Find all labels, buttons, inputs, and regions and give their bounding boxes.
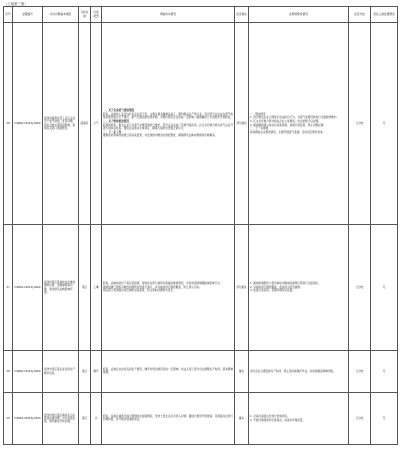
column-header: 序号 (4, 7, 13, 23)
row-type: 大气 (91, 23, 102, 225)
table-row (4, 351, 398, 393)
row-seq: 26 (4, 23, 13, 225)
finding-paragraph: 二、关于整改推进情况 (103, 119, 129, 123)
column-header: 责任人被处理情况 (371, 7, 398, 23)
row-id: D1BS4-2021SJ-0000 (13, 225, 43, 351)
finding-paragraph: 经查，反映的工业区内共有企业若干家，主要从事金属制品加工、塑料制品生产等行业。其中部分企业存在废气收集处理设施运行不规范、废气无组织排放等问题，对周边居民生活造成一定影响。属地镇街已多次组织开展检查。 (103, 112, 233, 119)
table-header-row (4, 7, 398, 23)
action-item: 一、整改情况 (250, 112, 266, 116)
action-item: 二、下一步措施 (250, 127, 269, 131)
row-id: D1BS4-2021SJ-0000 (13, 23, 43, 225)
row-findings (102, 23, 235, 225)
row-verdict: 属实 (235, 351, 249, 393)
row-verdict: 部分属实 (235, 225, 249, 351)
row-area: 某区 (79, 351, 91, 393)
action-item: 责令企业合理安排生产时间，禁止夜间高噪声作业，并加装隔音降噪设施。 (250, 369, 336, 373)
case-table (3, 6, 398, 445)
row-actions (249, 393, 349, 445)
row-summary: 温州市某区某地块存在堆放建筑垃圾、违规填埋等问题，周边居民反映影响环境。 (43, 225, 79, 351)
row-seq: 27 (4, 225, 13, 351)
row-summary: 温州市瓯海区某工业区企业生产废气排放，扰民问题，居民反映长期受到影响，希望有关部门彻查整治。 (43, 23, 79, 225)
finding-paragraph: 属地街道已组织对堆放的建筑垃圾进行清运，并对地块进行围挡覆盖，防止扬尘污染。 (103, 285, 202, 289)
row-actions (249, 23, 349, 225)
action-item: 1. 对雨污混接点位进行封堵改造。 (250, 414, 290, 418)
page-header: （上接第三版） (4, 2, 28, 6)
column-header: 行政区域 (79, 7, 91, 23)
column-header: 污染类型 (91, 7, 102, 23)
action-item: 2. 区生态环境分局对相关企业立案调查，依法依规予以处理。 (250, 119, 321, 123)
table-row (4, 225, 398, 351)
row-id: D1BS4-2021SJ-0000 (13, 393, 43, 445)
finding-paragraph: 属地政府将持续加强日常巡查监管，对发现的问题及时督促整改，确保群众反映问题得到有效解决。 (103, 134, 218, 138)
row-area: 某区 (79, 225, 91, 351)
row-findings (102, 225, 235, 351)
row-area: 某区 (79, 393, 91, 445)
finding-paragraph: 三、下一步工作 (103, 130, 122, 134)
action-item: 2. 对地块进行围挡覆盖，落实扬尘防治措施。 (250, 285, 303, 289)
finding-paragraph: 经查，反映企业存在夜间生产情况，噪声对周边居民造成一定影响。执法人员已责令企业调整生产时间，落实降噪措施。 (103, 368, 233, 375)
row-seq: 29 (4, 393, 13, 445)
row-findings (102, 351, 235, 393)
action-item: 2. 开展河道清淤和日常保洁，改善水环境质量。 (250, 418, 306, 422)
row-area: 瓯海区 (79, 23, 91, 225)
row-verdict: 部分属实 (235, 23, 249, 225)
column-header: 受理编号 (13, 7, 43, 23)
row-done: 已办结 (349, 393, 371, 445)
table-row (4, 393, 398, 445)
row-type: 噪声 (91, 351, 102, 393)
row-accountability: 无 (371, 23, 398, 225)
column-header: 交办问题基本情况 (43, 7, 79, 23)
column-header: 处理和整改情况 (249, 7, 349, 23)
action-item: 3. 加强日常巡查，发现问题及时处置。 (250, 289, 295, 293)
row-verdict: 属实 (235, 393, 249, 445)
column-header: 是否属实 (235, 7, 249, 23)
row-summary: 温州市某区某企业夜间生产噪声扰民。 (43, 351, 79, 393)
row-done: 已办结 (349, 225, 371, 351)
row-summary: 温州市某区某区域存在污水直排河道问题，河水发黑发臭，群众要求尽快治理。 (43, 393, 79, 445)
row-accountability: 无 (371, 351, 398, 393)
action-item: 3. 属地镇街建立常态化巡查机制，加强日常监管，防止问题反弹。 (250, 123, 326, 127)
row-done: 已办结 (349, 23, 371, 225)
finding-paragraph: 经查，反映区域部分雨污管网存在混接情况，导致少量生活污水进入河道。属地已组织开展排查，对混接点位进行封堵改造，并开展河道清淤保洁。 (103, 415, 233, 422)
finding-paragraph: 相关部门将加强对该区域的巡查监管，防止类似问题再次发生。 (103, 289, 176, 293)
row-seq: 28 (4, 351, 13, 393)
action-item: 1. 属地街道组织力量对地块内堆放的建筑垃圾进行全面清运。 (250, 282, 321, 286)
row-done: 已办结 (349, 351, 371, 393)
finding-paragraph: 经现场核查，相关企业已对废气处理设施进行维护，部分企业完成了设施升级改造。区生态环境分局对涉气企业开展专项执法检查，督促企业落实主体责任，确保污染防治设施正常运行。 (103, 123, 233, 130)
column-header: 调查核实情况 (102, 7, 235, 23)
row-accountability: 无 (371, 225, 398, 351)
row-findings (102, 393, 235, 445)
action-item: 持续跟踪企业整改情况，定期开展废气监测，及时回应群众诉求。 (250, 130, 326, 134)
finding-paragraph: 经查，反映地块位于某区某街道，现场存在部分建筑垃圾临时堆放情况，未发现违规填埋固体废物行为。 (103, 281, 223, 285)
row-id: D1BS4-2021SJ-0000 (13, 351, 43, 393)
action-item: 1. 责令相关企业立即停止违法排污行为，对废气处理设施进行全面检修维护。 (250, 116, 339, 120)
finding-paragraph: 一、关于企业废气排放情况 (103, 108, 135, 112)
row-type: 土壤 (91, 225, 102, 351)
row-type: 水 (91, 393, 102, 445)
table-row (4, 23, 398, 225)
row-accountability: 无 (371, 393, 398, 445)
row-actions (249, 351, 349, 393)
column-header: 是否办结 (349, 7, 371, 23)
row-actions (249, 225, 349, 351)
